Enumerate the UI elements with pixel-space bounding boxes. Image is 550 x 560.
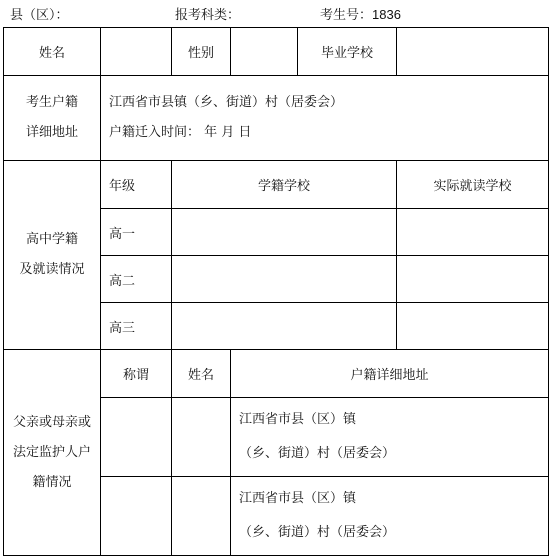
actual-school-cell[interactable] <box>397 256 549 303</box>
gender-cell[interactable] <box>231 28 298 76</box>
guardian-name-cell[interactable] <box>172 398 231 477</box>
domicile-row <box>4 76 549 161</box>
county-label: 县（区）： <box>10 8 69 23</box>
exam-number <box>320 4 401 23</box>
guardian-address-line2: （乡、街道）村（居委会） <box>239 446 396 461</box>
guardian-label-line2: 法定监护人户 <box>12 444 91 460</box>
exam-number-value: 1836 <box>372 7 401 22</box>
guardian-address-line2: （乡、街道）村（居委会） <box>239 525 396 540</box>
domicile-label-line2: 详细地址 <box>25 125 78 140</box>
guardian-label-line3: 籍情况 <box>32 474 72 490</box>
guardian-name-column-header: 姓名 <box>172 350 231 398</box>
grade-label: 高三 <box>101 303 172 350</box>
relation-cell[interactable] <box>101 398 172 477</box>
registered-school-cell[interactable] <box>172 303 397 350</box>
name-label: 姓名 <box>4 28 101 76</box>
highschool-label-line2: 及就读情况 <box>19 262 85 277</box>
registered-school-column-header: 学籍学校 <box>172 161 397 209</box>
domicile-address-line: 江西省市县镇（乡、街道）村（居委会） <box>109 95 344 110</box>
domicile-address-cell[interactable] <box>101 76 549 161</box>
actual-school-column-header: 实际就读学校 <box>397 161 549 209</box>
graduation-school-label: 毕业学校 <box>298 28 397 76</box>
guardian-header-row <box>4 350 549 398</box>
relation-column-header: 称谓 <box>101 350 172 398</box>
registration-table <box>3 27 549 556</box>
exam-category-label: 报考科类： <box>175 8 241 23</box>
guardian-address-line1: 江西省市县（区）镇 <box>239 412 357 427</box>
relation-cell[interactable] <box>101 477 172 556</box>
grade-column-header: 年级 <box>101 161 172 209</box>
guardian-label-line1: 父亲或母亲或 <box>12 414 91 430</box>
guardian-label <box>4 350 101 556</box>
actual-school-cell[interactable] <box>397 209 549 256</box>
grade-label: 高二 <box>101 256 172 303</box>
gender-label: 性别 <box>172 28 231 76</box>
guardian-address-line1: 江西省市县（区）镇 <box>239 491 357 506</box>
highschool-header-row <box>4 161 549 209</box>
guardian-address-column-header: 户籍详细地址 <box>231 350 549 398</box>
exam-number-label: 考生号： <box>320 8 373 23</box>
guardian-address-cell[interactable] <box>231 477 549 556</box>
actual-school-cell[interactable] <box>397 303 549 350</box>
form-header <box>0 0 550 24</box>
graduation-school-cell[interactable] <box>397 28 549 76</box>
domicile-label <box>4 76 101 161</box>
guardian-address-cell[interactable] <box>231 398 549 477</box>
registered-school-cell[interactable] <box>172 256 397 303</box>
highschool-label <box>4 161 101 350</box>
highschool-label-line1: 高中学籍 <box>25 232 78 247</box>
grade-label: 高一 <box>101 209 172 256</box>
domicile-move-in-line: 户籍迁入时间： 年 月 日 <box>109 125 252 140</box>
guardian-name-cell[interactable] <box>172 477 231 556</box>
basic-info-row <box>4 28 549 76</box>
name-cell[interactable] <box>101 28 172 76</box>
domicile-label-line1: 考生户籍 <box>25 95 78 110</box>
registered-school-cell[interactable] <box>172 209 397 256</box>
